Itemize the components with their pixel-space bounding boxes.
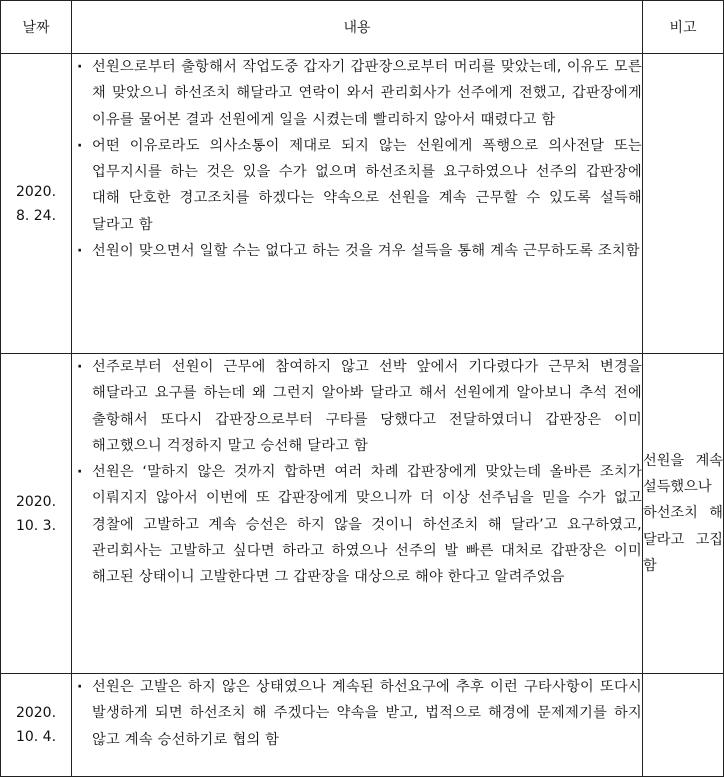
date-cell: [1, 354, 72, 674]
date-day: 8. 24.: [15, 207, 57, 224]
note-cell: 선원을 계속 설득했으나 하선조치 해달라고 고집함: [643, 354, 724, 674]
note-column-header: 비고: [643, 1, 724, 54]
date-day: 10. 3.: [15, 517, 57, 534]
date-day: 10. 4.: [15, 729, 57, 745]
content-cell: [72, 674, 643, 777]
date-column-header: 날짜: [1, 1, 72, 54]
table-row: [1, 354, 724, 674]
table-row: [1, 674, 724, 777]
date-cell: [1, 674, 72, 777]
content-cell: [72, 54, 643, 354]
note-cell: [643, 54, 724, 354]
list-item: · 선원은 고발은 하지 않은 상태였으나 계속된 하선요구에 추후 이런 구타사항이 또다시 발생하게 되면 하선조치 해 주겠다는 약속을 받고, 법적으로 해경에 문제제기를 하지 않고 계속 승선하기로 협의 함: [72, 674, 642, 753]
content-cell: [72, 354, 643, 674]
date-year: 2020.: [15, 705, 57, 721]
header-row: [1, 1, 724, 54]
list-item: · 어떤 이유로라도 의사소통이 제대로 되지 않는 선원에게 폭행으로 의사전달 또는 업무지시를 하는 것은 있을 수가 없으며 하선조치를 요구하였으나 선주의 갑판장에 대해 단호한 경고조치를 하겠다는 약속으로 선원을 계속 근무할 수 있도록 설득해 달라고 함: [72, 133, 642, 238]
list-item: · 선원으로부터 출항해서 작업도중 갑자기 갑판장으로부터 머리를 맞았는데, 이유도 모른 채 맞았으니 하선조치 해달라고 연락이 와서 관리회사가 선주에게 전했고, 갑판장에게 이유를 물어본 결과 선원에게 일을 시켰는데 빨리하지 않아서 때렸다고 함: [72, 54, 642, 133]
list-item: · 선원이 맞으면서 일할 수는 없다고 하는 것을 겨우 설득을 통해 계속 근무하도록 조치함: [72, 238, 642, 264]
content-list: [72, 354, 642, 591]
list-item: · 선원은 ‘말하지 않은 것까지 합하면 여러 차례 갑판장에게 맞았는데 올바른 조치가 이뤄지지 않아서 이번에 또 갑판장에게 맞으니까 더 이상 선주님을 믿을 수가 없고 경찰에 고발하고 계속 승선은 하지 않을 것이니 하선조치 해 달라’고 요구하였고, 관리회사는 고발하고 싶다면 하라고 하였으나 선주의 발 빠른 대처로 갑판장은 이미 해고된 상태이니 고발한다면 그 갑판장을 대상으로 해야 한다고 알려주었음: [72, 459, 642, 590]
date-cell: [1, 54, 72, 354]
content-column-header: 내용: [72, 1, 643, 54]
note-cell: [643, 674, 724, 777]
date-year: 2020.: [15, 183, 57, 200]
content-list: [72, 674, 642, 753]
list-item: · 선주로부터 선원이 근무에 참여하지 않고 선박 앞에서 기다렸다가 근무처 변경을 해달라고 요구를 하는데 왜 그런지 알아봐 달라고 해서 선원에게 알아보니 추석 전에 출항해서 또다시 갑판장으로부터 구타를 당했다고 전달하였더니 갑판장은 이미 해고했으니 걱정하지 말고 승선해 달라고 함: [72, 354, 642, 459]
table-row: [1, 54, 724, 354]
content-list: [72, 54, 642, 264]
date-year: 2020.: [15, 493, 57, 510]
